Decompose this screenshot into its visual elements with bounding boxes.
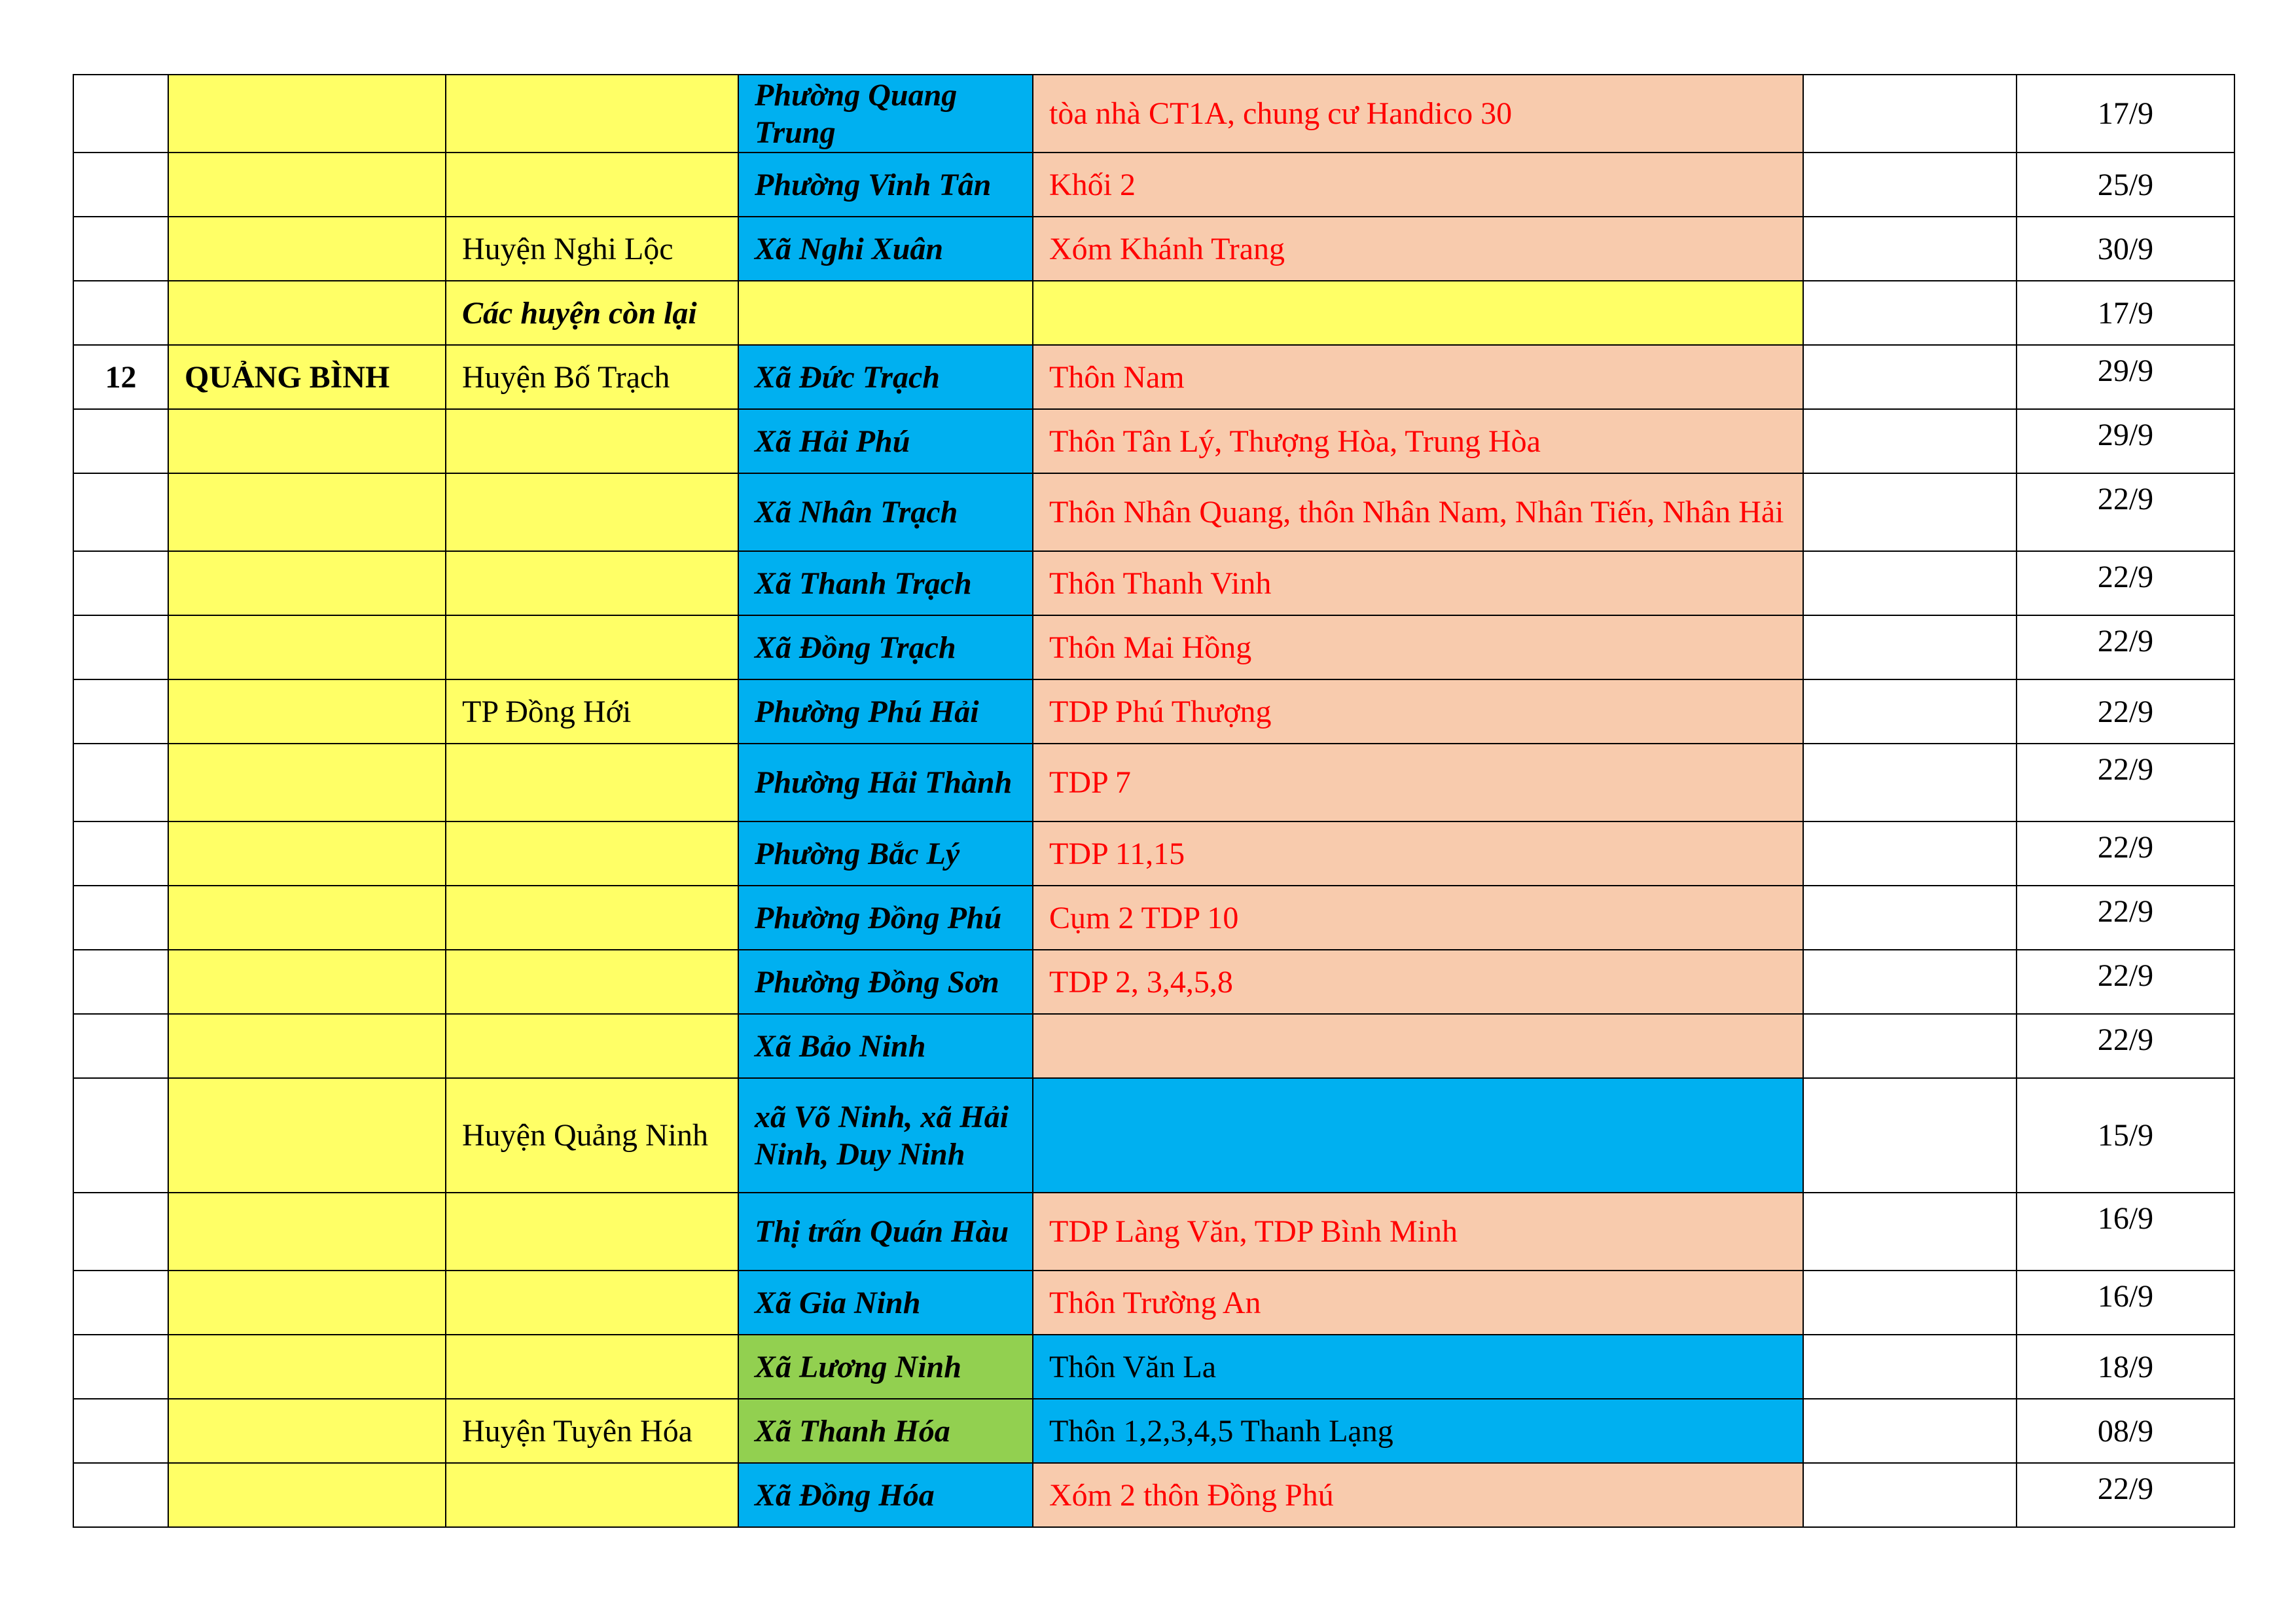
cell-ward: Xã Hải Phú <box>738 409 1033 473</box>
cell-province <box>168 1193 446 1271</box>
cell-province <box>168 409 446 473</box>
cell-stt <box>73 281 168 345</box>
table-row <box>73 153 2234 217</box>
table-row <box>73 615 2234 679</box>
cell-blank <box>1803 744 2017 821</box>
cell-province <box>168 950 446 1014</box>
cell-blank <box>1803 1193 2017 1271</box>
cell-ward: Xã Nhân Trạch <box>738 473 1033 551</box>
cell-blank <box>1803 345 2017 409</box>
cell-date: 29/9 <box>2017 345 2234 409</box>
cell-blank <box>1803 1078 2017 1193</box>
cell-province <box>168 473 446 551</box>
cell-province <box>168 615 446 679</box>
cell-ward: Phường Bắc Lý <box>738 821 1033 886</box>
cell-district <box>446 153 738 217</box>
cell-blank <box>1803 217 2017 281</box>
cell-province <box>168 1399 446 1463</box>
cell-stt <box>73 409 168 473</box>
cell-province <box>168 1078 446 1193</box>
cell-stt <box>73 1335 168 1399</box>
cell-ward: Thị trấn Quán Hàu <box>738 1193 1033 1271</box>
cell-province <box>168 217 446 281</box>
cell-province <box>168 821 446 886</box>
cell-area: Thôn Tân Lý, Thượng Hòa, Trung Hòa <box>1033 409 1803 473</box>
cell-date: 22/9 <box>2017 1014 2234 1078</box>
cell-area: TDP 11,15 <box>1033 821 1803 886</box>
cell-blank <box>1803 1014 2017 1078</box>
cell-area: tòa nhà CT1A, chung cư Handico 30 <box>1033 75 1803 153</box>
cell-area: Thôn Nhân Quang, thôn Nhân Nam, Nhân Tiến, Nhân Hải <box>1033 473 1803 551</box>
cell-district <box>446 551 738 615</box>
cell-province <box>168 744 446 821</box>
cell-stt <box>73 75 168 153</box>
cell-area <box>1033 281 1803 345</box>
table-row <box>73 1014 2234 1078</box>
cell-ward: Xã Thanh Hóa <box>738 1399 1033 1463</box>
cell-stt <box>73 153 168 217</box>
table-body <box>73 75 2234 1527</box>
cell-blank <box>1803 950 2017 1014</box>
cell-stt <box>73 1271 168 1335</box>
cell-ward: Phường Vinh Tân <box>738 153 1033 217</box>
cell-district: TP Đồng Hới <box>446 679 738 744</box>
cell-province <box>168 153 446 217</box>
cell-stt <box>73 821 168 886</box>
cell-blank <box>1803 1463 2017 1527</box>
table-row <box>73 1193 2234 1271</box>
cell-date: 22/9 <box>2017 679 2234 744</box>
cell-blank <box>1803 679 2017 744</box>
cell-ward: xã Võ Ninh, xã Hải Ninh, Duy Ninh <box>738 1078 1033 1193</box>
cell-date: 22/9 <box>2017 473 2234 551</box>
cell-district: Huyện Quảng Ninh <box>446 1078 738 1193</box>
cell-date: 22/9 <box>2017 551 2234 615</box>
cell-ward: Phường Đồng Phú <box>738 886 1033 950</box>
cell-district <box>446 1463 738 1527</box>
cell-area: Xóm Khánh Trang <box>1033 217 1803 281</box>
cell-area: TDP Phú Thượng <box>1033 679 1803 744</box>
cell-date: 16/9 <box>2017 1271 2234 1335</box>
cell-district <box>446 821 738 886</box>
cell-date: 22/9 <box>2017 1463 2234 1527</box>
cell-stt <box>73 473 168 551</box>
cell-area: Thôn Mai Hồng <box>1033 615 1803 679</box>
cell-stt <box>73 217 168 281</box>
cell-date: 17/9 <box>2017 281 2234 345</box>
table-row <box>73 950 2234 1014</box>
table-row <box>73 886 2234 950</box>
cell-ward: Xã Đức Trạch <box>738 345 1033 409</box>
cell-province <box>168 281 446 345</box>
cell-district <box>446 1014 738 1078</box>
cell-ward <box>738 281 1033 345</box>
cell-ward: Xã Thanh Trạch <box>738 551 1033 615</box>
cell-blank <box>1803 473 2017 551</box>
cell-stt: 12 <box>73 345 168 409</box>
cell-area: Thôn Thanh Vinh <box>1033 551 1803 615</box>
cell-date: 18/9 <box>2017 1335 2234 1399</box>
table-row <box>73 281 2234 345</box>
cell-ward: Xã Bảo Ninh <box>738 1014 1033 1078</box>
cell-stt <box>73 615 168 679</box>
cell-province <box>168 75 446 153</box>
cell-province: QUẢNG BÌNH <box>168 345 446 409</box>
table-row <box>73 1399 2234 1463</box>
cell-date: 16/9 <box>2017 1193 2234 1271</box>
cell-district <box>446 409 738 473</box>
cell-ward: Xã Gia Ninh <box>738 1271 1033 1335</box>
cell-date: 22/9 <box>2017 744 2234 821</box>
cell-stt <box>73 1463 168 1527</box>
cell-area <box>1033 1014 1803 1078</box>
cell-province <box>168 679 446 744</box>
cell-province <box>168 886 446 950</box>
cell-area: Thôn Văn La <box>1033 1335 1803 1399</box>
cell-district <box>446 950 738 1014</box>
cell-province <box>168 1014 446 1078</box>
table-row <box>73 1335 2234 1399</box>
table-row <box>73 1271 2234 1335</box>
cell-date: 25/9 <box>2017 153 2234 217</box>
cell-district: Các huyện còn lại <box>446 281 738 345</box>
cell-blank <box>1803 886 2017 950</box>
cell-date: 17/9 <box>2017 75 2234 153</box>
cell-ward: Phường Phú Hải <box>738 679 1033 744</box>
cell-district: Huyện Nghi Lộc <box>446 217 738 281</box>
cell-district <box>446 744 738 821</box>
cell-ward: Xã Đồng Trạch <box>738 615 1033 679</box>
cell-stt <box>73 1399 168 1463</box>
table-row <box>73 551 2234 615</box>
cell-ward: Phường Hải Thành <box>738 744 1033 821</box>
cell-stt <box>73 551 168 615</box>
cell-blank <box>1803 551 2017 615</box>
cell-area <box>1033 1078 1803 1193</box>
cell-blank <box>1803 1399 2017 1463</box>
table-row <box>73 744 2234 821</box>
cell-province <box>168 1271 446 1335</box>
cell-date: 15/9 <box>2017 1078 2234 1193</box>
cell-district: Huyện Tuyên Hóa <box>446 1399 738 1463</box>
cell-stt <box>73 1014 168 1078</box>
table-row <box>73 821 2234 886</box>
cell-date: 29/9 <box>2017 409 2234 473</box>
cell-area: Thôn Nam <box>1033 345 1803 409</box>
cell-area: TDP 2, 3,4,5,8 <box>1033 950 1803 1014</box>
cell-district <box>446 886 738 950</box>
table-row <box>73 1463 2234 1527</box>
cell-district <box>446 615 738 679</box>
cell-area: Xóm 2 thôn Đồng Phú <box>1033 1463 1803 1527</box>
table-row <box>73 409 2234 473</box>
table-row <box>73 75 2234 153</box>
cell-date: 22/9 <box>2017 821 2234 886</box>
cell-blank <box>1803 1335 2017 1399</box>
cell-blank <box>1803 615 2017 679</box>
cell-district <box>446 1271 738 1335</box>
cell-date: 30/9 <box>2017 217 2234 281</box>
cell-ward: Xã Lương Ninh <box>738 1335 1033 1399</box>
cell-district <box>446 1193 738 1271</box>
cell-ward: Phường Quang Trung <box>738 75 1033 153</box>
cell-ward: Xã Nghi Xuân <box>738 217 1033 281</box>
schedule-table <box>73 74 2235 1528</box>
table-row <box>73 1078 2234 1193</box>
cell-stt <box>73 744 168 821</box>
cell-blank <box>1803 153 2017 217</box>
cell-area: TDP Làng Văn, TDP Bình Minh <box>1033 1193 1803 1271</box>
cell-blank <box>1803 75 2017 153</box>
cell-area: Thôn Trường An <box>1033 1271 1803 1335</box>
cell-stt <box>73 679 168 744</box>
cell-area: Thôn 1,2,3,4,5 Thanh Lạng <box>1033 1399 1803 1463</box>
table-row <box>73 679 2234 744</box>
cell-ward: Phường Đồng Sơn <box>738 950 1033 1014</box>
cell-blank <box>1803 409 2017 473</box>
cell-blank <box>1803 281 2017 345</box>
table-row <box>73 473 2234 551</box>
cell-area: Khối 2 <box>1033 153 1803 217</box>
cell-district: Huyện Bố Trạch <box>446 345 738 409</box>
cell-stt <box>73 950 168 1014</box>
cell-date: 22/9 <box>2017 615 2234 679</box>
cell-province <box>168 551 446 615</box>
cell-stt <box>73 1078 168 1193</box>
table-row <box>73 345 2234 409</box>
cell-date: 22/9 <box>2017 886 2234 950</box>
cell-province <box>168 1335 446 1399</box>
cell-area: Cụm 2 TDP 10 <box>1033 886 1803 950</box>
cell-province <box>168 1463 446 1527</box>
cell-date: 08/9 <box>2017 1399 2234 1463</box>
cell-stt <box>73 1193 168 1271</box>
cell-blank <box>1803 1271 2017 1335</box>
cell-blank <box>1803 821 2017 886</box>
table-row <box>73 217 2234 281</box>
cell-stt <box>73 886 168 950</box>
cell-district <box>446 473 738 551</box>
cell-ward: Xã Đồng Hóa <box>738 1463 1033 1527</box>
cell-district <box>446 75 738 153</box>
cell-date: 22/9 <box>2017 950 2234 1014</box>
cell-area: TDP 7 <box>1033 744 1803 821</box>
cell-district <box>446 1335 738 1399</box>
